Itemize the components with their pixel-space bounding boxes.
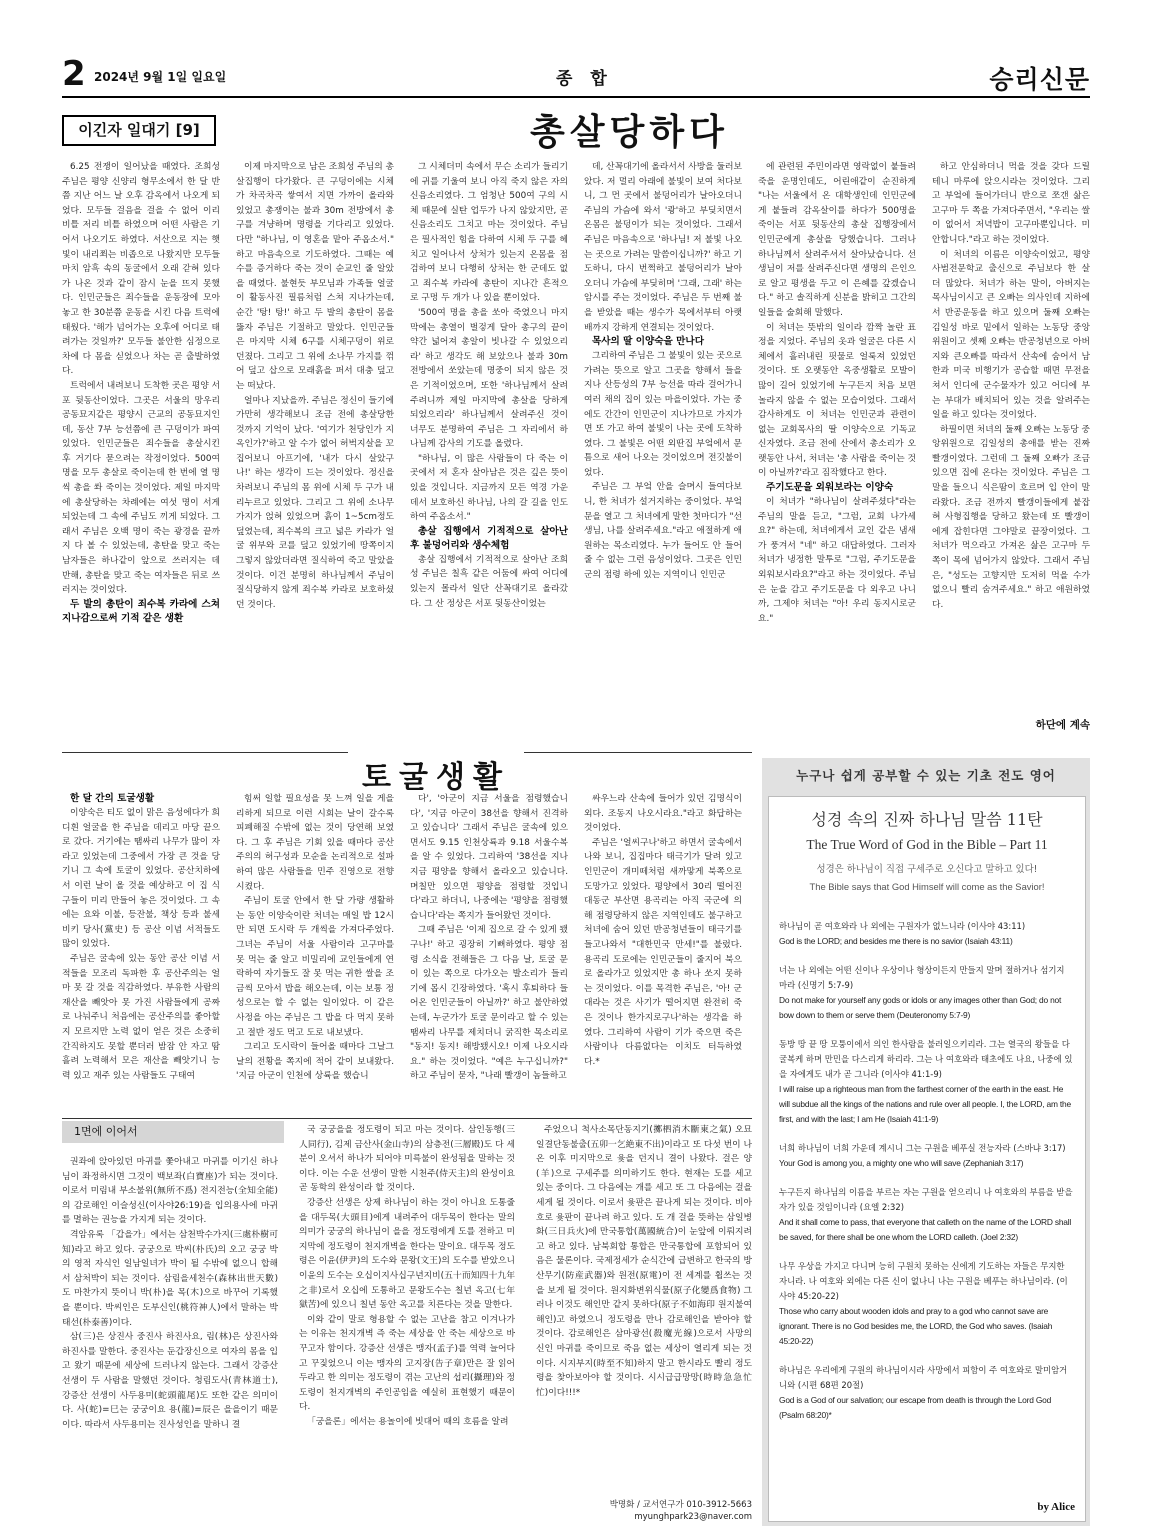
page-header — [62, 54, 1090, 96]
verse-english: Your God is among you, a mighty one who will save (Zephaniah 3:17) — [779, 1158, 1024, 1168]
verse-english: Do not make for yourself any gods or idols or any images other than God; do not bow down to them or serve them (Deuteronomy 5:7-9) — [779, 995, 1062, 1020]
author-name: 박명화 / 교서연구가 010-3912-5663 — [609, 1500, 752, 1510]
paragraph: 싸우느라 산속에 들어가 있던 김명식이외다. 조동지 나오시라요."라고 화답하는 것이었다. — [584, 794, 742, 834]
series-label: 이긴자 일대기 [9] — [62, 115, 216, 146]
article-column — [62, 1155, 278, 1513]
verse-item — [779, 1037, 1075, 1127]
box-header: 누구나 쉽게 공부할 수 있는 기초 전도 영어 — [796, 768, 1056, 783]
subheading: 총살 집행에서 기적적으로 살아난 후 불덩어리와 생수체험 — [410, 525, 568, 551]
paragraph: 권좌에 앉아있던 마귀를 쫓아내고 마귀를 이기신 하나님이 좌정하시면 그것이 백보좌(白寶座)가 되는 것이다. 이로서 미림내 부소불위(無所不爲) 전지전능(全知全能)의 감로해인 이슬성신(이사야26:19)을 입의용사에 마귀를 멸하는 권능을 가지게 되는 것이다. — [62, 1157, 278, 1226]
box-content — [768, 796, 1086, 1522]
article-body — [62, 160, 1090, 750]
verse-korean: 나무 우상을 가지고 다니며 능히 구원치 못하는 신에게 기도하는 자들은 무지한 자니라. 나 여호와 외에는 다른 신이 없나니 나는 구원을 베푸는 하나님이라. (이사야 45:20-22) — [779, 1261, 1068, 1301]
verse-korean: 하나님은 우리에게 구원의 하나님이시라 사망에서 피함이 주 여호와로 말미암거니와 (시편 68편 20절) — [779, 1365, 1068, 1390]
paragraph: 삼(三)은 상진사 중진사 하진사요, 림(林)은 상진사와 하진사를 말한다. 중진사는 둔갑장신으로 여자의 몸을 입고 왔기 때문에 세상에 드러나지 않는다. 그래서 강증산 선생이 두 사람을 말했던 것이다. 청림도사(青林道士), 강증산 선생이 사두용미(蛇頭龍尾)도 또한 같은 의미이다. 사(蛇)=巳는 궁궁이요 용(龍)=辰은 을을이기 때문이다. 따라서 사두용미는 진사성인을 말하니 결 — [62, 1332, 278, 1430]
verse-korean: 너는 나 외에는 어떤 신이나 우상이나 형상이든지 만들지 말며 절하거나 섬기지 마라 (신명기 5:7-9) — [779, 965, 1065, 990]
verse-item — [779, 919, 1075, 949]
article-column — [584, 160, 742, 583]
verse-item — [779, 1363, 1075, 1423]
verse-english: God is the LORD; and besides me there is no savior (Isaiah 43:11) — [779, 936, 1013, 946]
box-signature: by Alice — [1037, 1501, 1075, 1513]
paragraph: 하필이면 처녀의 둘째 오빠는 노동당 중앙위원으로 김일성의 총애를 받는 진짜 빨갱이였다. 그런데 그 둘째 오빠가 조금 있으면 집에 온다는 것이었다. 주님은 그 말을 들으니 식은땀이 흐르며 입 안이 말라왔다. 조금 전까지 빨갱이들에게 붙잡혀 사형집행을 당하고 왔는데 또 빨갱이에게 잡힌다면 그야말로 끝장이었다. 그 처녀가 먹으라고 가져온 삶은 고구마 두 쪽이 목에 넘어가지 않았다. 그래서 주님은, "성도는 고향지만 도저히 먹을 수가 없으니 빨리 숨겨주세요." 하고 애원하였다. — [932, 424, 1090, 610]
box-subtitle-korean: 성경은 하나님이 직접 구세주로 오신다고 말하고 있다! — [816, 864, 1038, 875]
article-column — [236, 160, 394, 612]
subheading: 두 발의 총탄이 죄수복 카라에 스쳐 지나감으로써 기적 같은 생환 — [62, 598, 220, 624]
paragraph: 격암유록 「갑을가」에서는 삼천박수가지(三處朴樹可知)라고 하고 있다. 궁궁으로 박씨(朴氏)의 오고 궁궁 박의 영적 자식인 일남일녀가 박이 될 수밖에 없으니 합해서 삼처박이 되는 것이다. 삼림을세천수(森林出世天數)도 마찬가지 뜻이니 박(朴)을 목(木)으로 바꾸어 기록했을 뿐이다. 박씨인은 도부신인(桃符神人)에서 말하는 박태선(朴泰善)이다. — [62, 1229, 278, 1328]
paragraph: 이제 마지막으로 남은 조희성 주님의 총살집행이 다가왔다. 큰 구덩이에는 시체가 차곡차곡 쌓여서 지면 가까이 올라와 있었고 총쟁이는 불과 30m 전방에서 총구를 겨냥하며 명령을 기다리고 있었다. 다만 "하나님, 이 영혼을 맡아 주옵소서." 하고 마음속으로 기도하였다. 그때는 예수를 증거하다 죽는 것이 순교인 줄 알았을 때였다. 불현듯 부모님과 가족들 얼굴이 활동사진 필름처럼 스쳐 지나가는데, 순간 '탕! 탕!' 하고 두 발의 총탄이 몸을 뚫자 주님은 기절하고 말았다. 인민군들은 마지막 시체 6구를 시체구덩이 위로 던졌다. 그리고 그 위에 소나무 가지를 꺾어 덮고 삽으로 모래흙을 퍼서 대충 덮고는 떠났다. — [236, 162, 394, 391]
paragraph: 그리하여 주님은 그 불빛이 있는 곳으로 가려는 뜻으로 알고 그곳을 향해서 들을 지나 산등성의 7부 능선을 따라 걸어가니 여러 채의 집이 있는 마을이었다. 가는 중에도 간간이 인민군이 지나가므로 가지가면 또 가고 하여 불빛이 나는 곳에 도착하였다. 그 불빛은 어떤 외딴집 부엌에서 문틈으로 새어 나오는 것이었으며 전깃불이었다. — [584, 351, 742, 478]
paragraph: 하고 안심하더니 먹을 것을 갖다 드릴 테니 마루에 앉으시라는 것이었다. 그리고 부엌에 들어가더니 반으로 쪼갠 삶은 고구마 두 쪽을 가져다주면서, "우리는 쌀이 없어서 저녁밥이 고구마뿐입니다. 미안합니다."라고 하는 것이었다. — [932, 162, 1090, 245]
verse-item — [779, 1259, 1075, 1349]
paragraph: 주님은 굴속에 있는 동안 공산 이념 서적들을 모조리 독파한 후 공산주의는 얼마 못 갈 것을 직감하였다. 부유한 사람의 재산을 빼앗아 못 가진 사람들에게 공짜로 나눠주니 처음에는 공산주의를 좋아할지 모르지만 노력 없이 얻은 것은 소중히 간직하지도 못할 뿐더러 밤잠 안 자고 땀 흘려 노력해서 모은 재산을 빼앗기니 능력 있고 재주 있는 사람들도 구태여 — [62, 953, 220, 1081]
paragraph: 그 시체더미 속에서 무슨 소리가 들리기에 귀를 기울여 보니 아직 죽지 않은 자의 신음소리였다. 그 엄청난 500여 구의 시체 때문에 실탄 업두가 나지 않았지만, 곧 신음소리도 그치고 마는 것이었다. 주님은 필사적인 힘을 다하여 시체 두 구를 헤치고 일어나서 상처가 있는지 온몸을 점검하여 보니 다행히 상처는 한 군데도 없고 죄수복 카라에 총탄이 지나간 흔적으로 구멍 두 개가 나 있을 뿐이었다. — [410, 162, 568, 304]
section-name: 종 합 — [556, 69, 613, 89]
continued-section — [62, 1118, 752, 1522]
verse-korean: 동방 땅 끝 땅 모퉁이에서 의인 한사람을 불러일으키리라. 그는 열국의 왕들을 다 굴복케 하며 만민을 다스리게 하리라. 그는 나 여호와라 태초에도 나요, 나중에 있을 자에게도 내가 곧 그니라 (이사야 41:1-9) — [779, 1039, 1073, 1079]
paragraph: 6.25 전쟁이 일어났을 때였다. 조희성 주님은 평양 신양리 형무소에서 한 달 반쯤 지난 어느 날 오후 감옥에서 나오게 되었다. 모두들 걸음을 걸을 수 없어 이리 비틀 저리 비틀 하였으며 어떤 사람은 기어서 나오기도 하였다. 서산으로 지는 햇빛이 내리쬐는 비좁으로 나왔지만 모두들 마치 암흑 속의 동굴에서 오래 갇혀 있다가 나온 것과 같이 잠시 눈을 뜨지 못했다. 인민군들은 죄수들을 운동장에 모아놓고 한 30분쯤 운동을 시킨 다음 트럭에 태웠다. '해가 넘어가는 오후에 어디로 태려가는 것일까?' 모두들 불안한 심정으로 차에 다 몸을 싣었으나 차는 곧 출발하였다. — [62, 162, 220, 377]
article-column — [932, 160, 1090, 612]
continued-note: 하단에 계속 — [1035, 719, 1090, 731]
article-column — [584, 792, 742, 1069]
subheading: 주기도문을 외워보라는 이양숙 — [766, 482, 894, 494]
paragraph: 다', '아군이 지금 서울을 점령했습니다', '지금 아군이 38선을 향해서 진격하고 있습니다' 그래서 주님은 굴속에 있으면서도 9.15 인천상륙과 9.18 서울수복을 알 수 있었다. 그리하여 '38선을 지나 지금 평양을 향해서 올라오고 있습니다. 며칠만 있으면 평양을 점령할 것입니다'라고 하더니, 나중에는 '평양을 점령했습니다'라는 쪽지가 들어왔던 것이다. — [410, 794, 568, 921]
paragraph: 데, 산꼭대기에 올라서서 사방을 둘러보았다. 저 멀리 아래에 불빛이 보여 처다보니, 그 먼 곳에서 불덩어리가 날아오더니 주님의 가슴에 와서 '쾅'하고 부딪치면서 온몸은 불덩이가 되는 것이었다. 그래서 주님은 마음속으로 '하나님! 저 불빛 나오는 곳으로 가려는 말씀이십니까?' 하고 기도하니, 다시 번쩍하고 불덩어리가 날아오더니 가슴에 부딪히며 '그래, 그래' 하는 암시를 주는 것이었다. 주님은 두 번째 불을 받았을 때는 생수가 목에서부터 아랫배까지 강하게 연결되는 것이었다. — [584, 162, 742, 333]
issue-date: 2024년 9월 1일 일요일 — [94, 70, 227, 84]
verse-korean: 너희 하나님이 너희 가운데 계시니 그는 구원을 베푸실 전능자라 (스바냐 3:17) — [779, 1143, 1066, 1153]
newspaper-brand: 승리신문 — [989, 65, 1090, 94]
english-study-box — [762, 758, 1090, 1526]
paragraph: '500여 명을 총을 쏘아 죽였으니 마지막에는 총열이 벌겋게 달아 총구의 끝이 약간 넓어져 총알이 빗나갈 수 있었으리라' 하고 생각도 해 보았으나 불과 30m 전방에서 쏘았는데 명중이 되지 않은 것은 기적이었으며, 또한 '하나님께서 살려주려니까 제일 마지막에 총살을 당하게 되었으리라' 하나님께서 살려주신 것이 너무도 분명하여 주님은 그 자리에서 하나님께 감사의 기도를 올렸다. — [410, 307, 568, 450]
paragraph: "하나님, 이 많은 사람들이 다 죽는 이곳에서 저 혼자 살아남은 것은 깊은 뜻이 있을 것입니다. 지금까지 모든 역경 가운데서 보호하신 하나님, 나의 갈 길을 인도하여 주옵소서." — [410, 453, 568, 523]
article-column — [236, 792, 394, 1084]
article-title: 토굴생활 — [348, 752, 524, 796]
paragraph: 주님은 '얼씨구나'하고 하면서 굴속에서 나와 보니, 집집마다 태극기가 달려 있고 인민군이 개미떼처럼 새까맣게 북쪽으로 도망가고 있었다. 평양에서 30리 떨어진 대동군 부산면 용곡리는 아직 국군에 의해 점령당하지 않은 지역인데도 불구하고 처녀에 숨어 있던 반공청년들이 태극기를 들고나와서 "대한민국 만세!"를 불렀다. 용곡리 도로에는 인민군들이 줄지어 북으로 올라가고 있었지만 총 하나 쏘지 못하는 것이었다. 이를 목격한 주님은, '아! 군대라는 것은 사기가 떨어지면 완전히 죽은 것이나 한가지로구나'하는 생각을 하였다. 그리하여 사람이 기가 죽으면 죽은 사람이나 다름없다는 이치도 터득하였다.* — [584, 837, 742, 1067]
paragraph: 총살 집행에서 기적적으로 살아난 조희성 주님은 칠흑 같은 어둠에 싸여 어디에 있는지 몰라서 일단 산꼭대기로 올라갔다. 그 산 정상은 서포 뒷동산이었는 — [410, 554, 568, 609]
verse-english: God is a God of our salvation; our escape from death is through the Lord God (Psalm 68:20)* — [779, 1395, 1052, 1420]
verse-item — [779, 963, 1075, 1023]
paragraph: 그때 주님은 '이제 집으로 갈 수 있게 됐구나!' 하고 굉장히 기뻐하였다. 평양 점령 소식을 전해들은 그 다음 날, 토굴 문이 있는 쪽으로 다가오는 발소리가 들리기에 몹시 긴장하였다. '혹시 후퇴하다 들어온 인민군들이 아닐까?' 하고 불안하였는데, 누군가가 토굴 문이라고 할 수 있는 땜싸리 나무를 제치더니 굵직한 목소리로 "동지! 동지! 해방됐시오! 이제 나오시라요." 하는 것이었다. "예은 누구십니까?" 하고 주님이 묻자, "나래 빨갱이 놈들하고 — [410, 925, 568, 1082]
paragraph: 그리고 도시락이 들어올 때마다 그날그날의 전황을 쪽지에 적어 같이 보내왔다. '지금 아군이 인천에 상륙을 했습니 — [236, 1042, 394, 1082]
paragraph: 주님은 그 부엌 안을 슬며시 들여다보니, 한 처녀가 설거지하는 중이었다. 부엌문을 열고 그 처녀에게 말한 첫마디가 "선생님, 나를 살려주세요."라고 애절하게 애원하는 목소리였다. 누가 들어도 안 들어줄 수 없는 그런 음성이었다. 그곳은 인민군의 점령 하에 있는 지역이니 인민군 — [584, 482, 742, 581]
paragraph: 이 처녀는 뜻밖의 일이라 깜짝 놀란 표정을 지었다. 주님의 옷과 얼굴은 다른 시체에서 흘러내린 핏물로 얼룩져 있었던 것이다. 또 오랫동안 옥중생활로 모발이 많이 길어 있었기에 누구든지 처음 보면 놀라지 않을 수 없는 모습이었다. 그래서 감사하게도 이 처녀는 인민군과 관련이 없는 교회목사의 딸 이양숙으로 기독교 신자였다. 조금 전에 산에서 총소리가 오랫동안 나서, 처녀는 '총 사람을 죽이는 것이 아닐까?'라고 짐작했다고 한다. — [758, 322, 916, 479]
paragraph: 「궁을론」에서는 용놀이에 빗대어 때의 흐름을 알려 — [307, 1416, 509, 1427]
article-column — [536, 1123, 752, 1483]
paragraph: 에 관련된 주민이라면 영락없이 붙들려 죽을 운명인데도, 어린애같이 순진하게 "나는 서울에서 온 대학생인데 인민군에게 붙들려 감옥살이를 하다가 500명을 죽이는 서포 뒷동산의 총살 집행장에서 인민군에게 총살을 당했습니다. 그러나 하나님께서 살려주셔서 살아났습니다. 선생님이 저를 살려주신다면 생명의 은인으로 알고 평생을 두고 이 은혜를 갚겠습니다." 하고 솔직하게 신분을 밝히고 그간의 일들을 술회해 말했다. — [758, 162, 916, 318]
verse-item — [779, 1141, 1075, 1171]
article-column — [410, 792, 568, 1084]
paragraph: 트럭에서 내려보니 도착한 곳은 평양 서포 뒷동산이었다. 그곳은 서울의 망우리 공동묘지같은 평양시 근교의 공동묘지인데, 동산 7부 능선쯤에 큰 구덩이가 파여 있었다. 인민군들은 죄수들을 총살시킨 후 거기다 묻으려는 작정이었다. 500여 명을 모두 총살로 죽이는데 한 번에 열 명씩 총을 쏴 죽이는 것이었다. 제일 마지막에 총살당하는 차례에는 여섯 명이 서게 되었는데 그 속에 주님도 끼게 되었다. 그래서 주님은 오백 명이 죽는 광경을 끝까지 다 볼 수 있었는데, 총탄을 맞고 죽는 남자들은 하나같이 앞으로 쓰러지는 데 반해, 총탄을 맞고 죽는 여자들은 뒤로 쓰러지는 것이었다. — [62, 380, 220, 596]
subheading: 목사의 딸 이양숙을 만나다 — [592, 336, 704, 348]
subheading: 한 달 간의 토굴생활 — [70, 793, 155, 804]
paragraph: 이 처녀가 "하나님이 살려주셨다"라는 주님의 말을 듣고, "그럼, 교회 나가세요?" 하는데, 처녀에게서 교인 같은 냄새가 풍겨서 "네" 하고 대답하였다. 그러자 처녀가 냉정한 말투로 "그럼, 주기도문을 외워보시라요?"라고 하는 것이었다. 주님은 눈을 감고 주기도문을 다 외우고 나니까, 그제야 처녀는 "아! 우리 동지시로군요." — [758, 497, 916, 624]
verse-list — [779, 919, 1075, 1437]
author-email: myunghpark23@naver.com — [634, 1512, 752, 1522]
paragraph: 국 궁궁을을 정도령이 되고 마는 것이다. 삼인동행(三人同行), 김제 금산사(金山寺)의 삼층전(三層殿)도 다 세 분이 오셔서 하나가 되어야 미륵불이 완성됨을 말하는 것이다. 이는 수운 선생이 말한 시천주(侍天主)의 완성이요 곧 동학의 완성이라 할 것이다. — [299, 1125, 515, 1194]
verse-korean: 하나님이 곧 여호와라 나 외에는 구원자가 없느니라 (이사야 43:11) — [779, 921, 1026, 931]
paragraph: 주님이 토굴 안에서 한 달 가량 생활하는 동안 이양숙이란 처녀는 매일 밥 12시만 되면 도시락 두 개씩을 가져다주었다. 그녀는 주님이 서울 사람이라 고구마를 못 먹는 줄 알고 비밀리에 교인들에게 연락하여 자기들도 잘 못 먹는 귀한 쌀을 조금씩 모아서 밥을 해오는데, 이는 보통 정성으로는 할 수 없는 일이었다. 이 같은 사정을 아는 주님은 그 밥을 다 먹지 못하고 절반 정도 먹고 도로 내보냈다. — [236, 896, 394, 1038]
verse-item — [779, 1185, 1075, 1245]
article-column — [758, 160, 916, 626]
article-column — [62, 792, 220, 1083]
page-number: 2 — [62, 54, 86, 94]
paragraph: 힘써 일할 필요성을 못 느껴 일을 게을리하게 되므로 이런 시회는 날이 갈수록 피폐해질 수밖에 없는 것이 당연해 보였다. 그 후 주님은 기회 있을 때마다 공산주의의 허구성과 모순을 논리적으로 설파하여 많은 사람들을 민주 진영으로 전향시켰다. — [236, 794, 394, 892]
paragraph: 이 처녀의 이름은 이양숙이었고, 평양 사범전문학교 출신으로 주님보다 한 살 더 많았다. 처녀가 하는 말이, 아버지는 목사님이시고 큰 오빠는 의사인데 지하에서 반공운동을 하고 있으며 둘째 오빠는 김일성 바로 밑에서 일하는 노동당 중앙위원이고 셋째 오빠는 반공청년으로 아버지와 큰오빠를 따라서 산속에 숨어서 남한과 미국 비행기가 공습할 때면 무전을 쳐서 인디에 군수물자가 있고 어디에 부는 부대가 배치되어 있는 것을 알려주는 일을 하고 있다는 것이었다. — [932, 249, 1090, 421]
box-title-korean: 성경 속의 진짜 하나님 말씀 11탄 — [811, 810, 1043, 829]
box-title-english: The True Word of God in the Bible – Part 11 — [806, 837, 1048, 852]
article-body — [62, 792, 752, 1112]
verse-korean: 누구든지 하나님의 이름을 부르는 자는 구원을 얻으리니 나 여호와의 부름을 받을 자가 있을 것임이니라 (요엘 2:32) — [779, 1187, 1073, 1212]
article-column — [299, 1123, 515, 1515]
verse-english: I will raise up a righteous man from the farthest corner of the earth in the east. He will subdue all the kings of the nations and rule over all people. I, the LORD, am the first, and with the last; I am He (Isaiah 41:1-9) — [779, 1084, 1071, 1124]
box-subtitle-english: The Bible says that God Himself will come as the Savior! — [809, 881, 1045, 892]
paragraph: 주었으니 척사소목단동지기(擲柶消木斷東之氣) 오묘일결단동불출(五卯一乞絶東不出)이라고 또 다섯 번이 나온 이후 미지막으로 윷을 던지니 결이 나왔다. 걸은 양(羊)으로 구세주를 의미하기도 한다. 현재는 도를 세고 있는 중이다. 그 다음에는 개를 세고 또 그 다음에는 걸을 세게 될 것이다. 이로서 윷판은 끝나게 되는 것이다. 비아흐로 윷판이 끝나려 하고 있다. 도 개 걸을 뜻하는 삼일병화(三日兵火)에 만국통합(萬國統合)이 눈앞에 이뤄지려고 하고 있다. 남북회합 통합은 만국통합에 포함되어 있음은 물론이다. 국제정세가 순식간에 급변하고 한국의 방산무기(防産武器)와 원전(原電)이 전 세계를 휩쓰는 것을 보게 될 것이다. 원지화변위식물(原子化變爲食物) 그러나 이것도 해인만 같지 못하다(原子不如海印 원지불여해인)고 하였으니 정도령을 만나 감로해인을 받아야 할 것이다. 감로해인은 삼마광선(殺魔光線)으로서 사망의 신인 마귀를 죽이므로 죽음 없는 세상이 열리게 되는 것이다. 시지부지(時至不知)하지 말고 한시라도 빨리 정도령을 찾아보아야 할 것이다. 시시급급망망(時時急急忙忙)이다!!!* — [536, 1125, 752, 1398]
paragraph: 이와 같이 말로 형용할 수 없는 고난을 참고 이겨나가는 이유는 천지개벽 즉 죽는 세상을 안 죽는 세상으로 바꾸고자 함이다. 강증산 선생은 맹자(孟子)를 역력 늘어다고 꾸짖었으니 이는 맹자의 고지장(告子章)만은 잘 읽어두라고 한 의미는 정도령이 겪는 고난의 섭리(攝理)와 정도령이 천지개벽의 주인공임을 예실히 표현했기 때문이다. — [299, 1314, 515, 1413]
continued-heading: 1면에 이어서 — [62, 1121, 284, 1143]
article-column — [410, 160, 568, 611]
header-rule — [62, 96, 1090, 98]
paragraph: 강증산 선생은 상제 하나님이 하는 것이 아니요 도통줄을 대두목(大頭目)에게 내려주어 대두목이 한다는 말의 의미가 궁궁의 하나님이 을을 정도령에게 도를 전하고 미지막에 정도령이 천지개벽을 한다는 말이요. 대두목 정도령은 이윤(伊尹)의 도수와 문왕(文王)의 도수를 받았으니 이윤의 도수는 오십이지사십구년지비(五十而知四十九年之非)로서 오십에 도통하고 문왕도수는 칠년 옥고(七年獄苦)에 있으니 칠년 동안 옥고를 치른다는 것을 말한다. — [299, 1197, 515, 1311]
author-byline — [610, 1499, 752, 1523]
verse-english: Those who carry about wooden idols and pray to a god who cannot save are ignorant. There is no God besides me, the LORD, the God who saves. (Isaiah 45:20-22) — [779, 1306, 1053, 1346]
paragraph: 얼마나 지났을까. 주님은 정신이 들기에 가만히 생각해보니 조금 전에 총살당한 것까지 기억이 났다. '여기가 천당인가 지옥인가?'하고 알 수가 없어 허벅지살을 꼬집어보니 아프기에, '내가 다시 살았구나!' 하는 생각이 드는 것이었다. 정신을 차려보니 주님의 몸 위에 시체 두 구가 내리누르고 있었다. 그리고 그 위에 소나무 가지가 얹혀 있었으며 흙이 1~5cm정도 덮였는데, 죄수복의 크고 넓은 카라가 얼굴 위부와 코를 덮고 있었기에 땅쪽이지 그렇지 않았더라면 질식하여 죽고 말았을 것이다. 이건 분명히 하나님께서 주님이 질식당하지 않게 죄수복 카라로 보호하셨던 것이다. — [236, 395, 394, 610]
paragraph: 이양숙은 티도 없이 맑은 음성에다가 희디흰 얼굴을 한 주님을 데리고 마당 끝으로 갔다. 거기에는 땜싸리 나무가 많이 자라고 있었는데 그중에서 가장 큰 것을 당기니 그 속에 토굴이 있었다. 공산치하에서 이런 날이 올 것을 예상하고 이 집 식구들이 미리 만들어 놓은 것이었다. 그 속에는 요와 이불, 등잔불, 책상 등과 불세비키 당사(黨史) 등 공산 이념 서적들도 많이 있었다. — [62, 808, 220, 950]
article-column — [62, 160, 220, 626]
article-title: 총살당하다 — [530, 111, 729, 153]
verse-english: And it shall come to pass, that everyone that calleth on the name of the LORD shall be saved, for there shall be one whom the LORD calleth. (Joel 2:32) — [779, 1217, 1072, 1242]
